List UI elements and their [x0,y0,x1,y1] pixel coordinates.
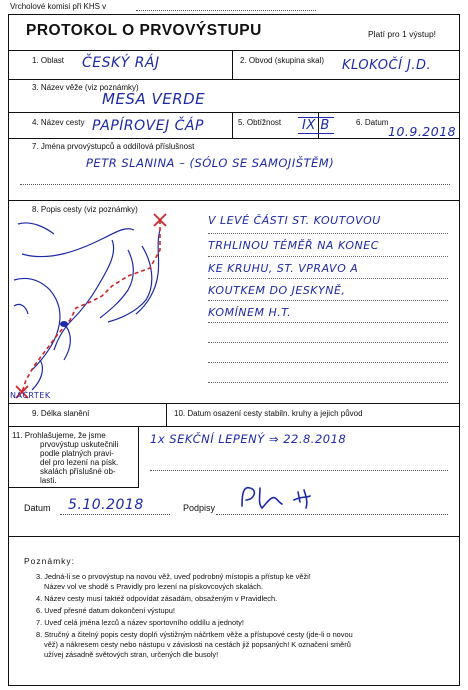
field-7-label: 7. Jména prvovýstupců a oddílová příslušnost [32,142,195,151]
field-2-value[interactable]: KLOKOČÍ J.D. [342,58,432,73]
row-divider [8,536,460,537]
field-10-blank [150,470,448,471]
rock-outline [108,246,152,322]
route-desc-line[interactable]: KOMÍNEM H.T. [208,306,292,319]
row-divider [8,50,460,51]
rock-outline [64,326,70,360]
desc-rule [208,278,448,279]
declaration-line: 11. Prohlašujeme, že jsme [12,431,106,440]
route-sketch [10,210,206,402]
signature-blank [216,514,448,515]
notes-title: Poznámky: [24,556,76,566]
route-desc-line[interactable]: TRHLINOU TÉMĚŘ NA KONEC [208,239,379,252]
col-divider [232,112,233,138]
date-blank [60,514,170,515]
field-7-value[interactable]: PETR SLANINA – (SÓLO SE SAMOJIŠTĚM) [86,156,335,170]
field-6-value[interactable]: 10.9.2018 [388,124,457,139]
desc-rule [208,342,448,343]
committee-label: Vrcholové komisi při KHS v [10,2,107,11]
notes-item: Název vol ve shodě s Pravidly pro lezení na pískovcových skalách. [44,582,263,591]
rock-outline [14,278,60,370]
desc-rule [208,362,448,363]
ring-icon [60,321,68,327]
signature[interactable] [236,482,336,512]
field-5-label: 5. Obtížnost [238,118,282,127]
notes-item: 8. Stručný a čitelný popis cesty doplň výstižným náčrtkem věže a přístupové cesty (jde-li o novou [36,630,353,639]
route-desc-line[interactable]: V LEVÉ ČÁSTI ST. KOUTOVOU [208,214,381,227]
field-10-label: 10. Datum osazení cesty stabiln. kruhy a jejich původ [174,409,363,418]
rock-outline [18,223,134,257]
notes-item: 7. Uveď celá jména lezců a název sportovního oddílu a jednoty! [36,618,244,627]
notes-item: 3. Jedná-li se o prvovýstup na novou věž, uveď podrobný místopis a přístup ke věži! [36,572,311,581]
route-desc-line[interactable]: KE KRUHU, ST. VPRAVO A [208,262,359,275]
sketch-label: NÁČRTEK [10,391,51,400]
date-label: Datum [24,503,51,513]
declaration-line: lasti. [40,476,57,485]
row-divider [8,112,460,113]
field-3-value[interactable]: MESA VERDE [102,90,206,108]
declaration-line: prvovýstup uskutečnili [40,440,119,449]
notes-item: věž) a nákresem cesty nebo nástupu v závislosti na cestách již popsaných! K označení směrů [44,640,351,649]
declaration-line: skalách příslušné ob- [40,467,116,476]
field-9-label: 9. Délka slanění [32,409,90,418]
row-divider [8,79,460,80]
field-1-label: 1. Oblast [32,56,65,65]
field-3-label: 3. Název věže (viz poznámky) [32,83,139,92]
notes-item: užívej zásadně světových stran, určených dle busoly! [44,650,219,659]
field-2-label: 2. Obvod (skupina skal) [240,56,325,65]
desc-rule [208,300,448,301]
committee-blank [136,10,316,11]
notes-item: 4. Název cesty musí taktéž odpovídat zásadám, obsaženým v Pravidlech. [36,594,278,603]
validity-note: Platí pro 1 výstup! [368,29,437,39]
signature-label: Podpisy [183,503,216,513]
field-10-value[interactable]: 1x SEKČNÍ LEPENÝ ⇒ 22.8.2018 [150,432,347,446]
desc-rule [208,233,448,234]
col-divider [232,50,233,79]
desc-rule [208,322,448,323]
date-value[interactable]: 5.10.2018 [68,497,144,513]
notes-item: 6. Uveď přesné datum dokončení výstupu! [36,606,175,615]
field-6-label: 6. Datum [356,118,389,127]
rock-outline [136,230,160,314]
route-desc-line[interactable]: KOUTKEM DO JESKYNĚ, [208,284,346,297]
row-divider [8,200,460,201]
desc-rule [208,256,448,257]
field-8-label: 8. Popis cesty (viz poznámky) [32,205,138,214]
top-cross-icon [154,214,166,226]
desc-rule [208,382,448,383]
form-title: PROTOKOL O PRVOVÝSTUPU [26,22,262,39]
field-1-value[interactable]: ČESKÝ RÁJ [82,55,160,71]
field-4-label: 4. Název cesty [32,118,85,127]
field-4-value[interactable]: PAPÍROVEJ ČÁP [92,118,204,134]
field-7-blank [20,184,450,185]
row-divider [8,403,460,404]
col-divider [166,403,167,426]
declaration-line: del pro lezení na písk. [40,458,119,467]
field-5-value[interactable]: IX B [298,117,334,134]
declaration-line: podle platných pravi- [40,449,114,458]
rock-outline [54,240,114,350]
